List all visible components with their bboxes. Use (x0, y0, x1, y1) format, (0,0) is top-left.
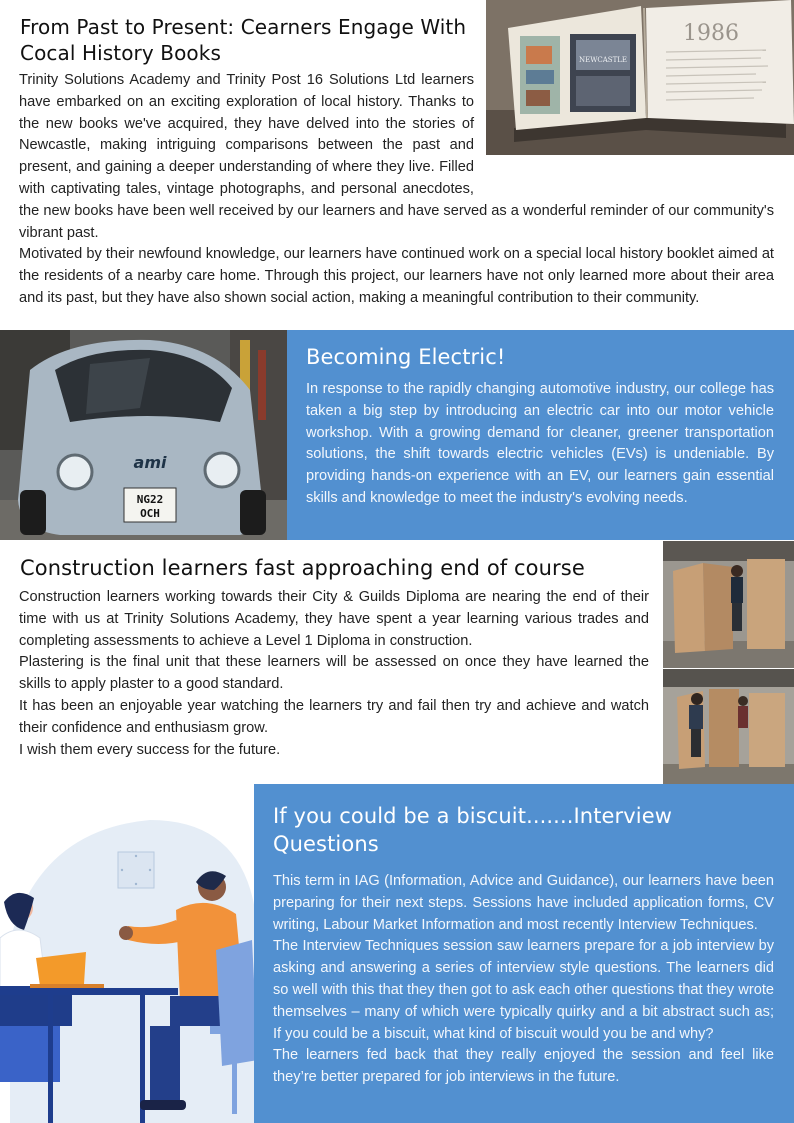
book-title-text: NEWCASTLE (578, 56, 628, 64)
construction-paragraph-4: I wish them every success for the future. (19, 741, 281, 758)
electric-car-photo (0, 330, 287, 540)
interview-panel (254, 784, 794, 1123)
construction-paragraph-1: Construction learners working towards their City & Guilds Diploma are nearing the end of their time with us at Trinity Solutions Academy, they have spent a year learning various trades and completing assessments to achieve a Level 1 Diploma in construction. (19, 589, 649, 649)
interview-paragraph-1: This term in IAG (Information, Advice and Guidance), our learners have been preparing for their next steps. Sessions have included application forms, CV writing, Labour Market Information and most recently Interview Techniques. (273, 873, 774, 933)
construction-paragraph-2: Plastering is the final unit that these learners will be assessed on once they have learned the skills to apply plaster to a good standard. (19, 654, 649, 693)
construction-photo-bottom (663, 669, 794, 784)
interview-paragraph-3: The learners fed back that they really enjoyed the session and feel like they’re better prepared for job interviews in the future. (273, 1047, 774, 1086)
electric-car-heading: Becoming Electric! (306, 345, 506, 369)
construction-paragraph-3: It has been an enjoyable year watching the learners try and fail then try and achieve and watch their confidence and enthusiasm grow. (19, 697, 649, 736)
construction-article (19, 587, 649, 761)
plate-line-2: OCH (140, 507, 160, 520)
interview-heading: If you could be a biscuit.......Interview Questions (273, 804, 673, 856)
electric-car-panel (287, 330, 794, 540)
history-books-paragraph-1: Trinity Solutions Academy and Trinity Post 16 Solutions Ltd learners have embarked on an exciting exploration of local history. Thanks to the new books we've acquired, they have delved into the stories of Newcastle, making intriguing comparisons between the past and present, and gaining a deeper understanding of where they live. Filled with captivating tales, vintage photographs, and personal anecdotes, the new books have been well received by our learners and have served as a wonderful reminder of our community's vibrant past. (19, 72, 774, 241)
interview-paragraph-2: The Interview Techniques session saw learners prepare for a job interview by asking and answering a series of interview style questions. The learners did so well with this that they then got to ask each other questions that they wrote themselves – many of which were typically quirky and a bit abstract such as; If you could be a biscuit, what kind of biscuit would you be and why? (273, 938, 774, 1042)
electric-car-paragraph: In response to the rapidly changing automotive industry, our college has taken a big step by introducing an electric car into our motor vehicle workshop. With a growing demand for cleaner, greener transportation solutions, the shift towards electric vehicles (EVs) is undeniable. By providing hands-on experience with an EV, our learners gain essential skills and knowledge to meet the industry's evolving needs. (306, 381, 774, 506)
interview-illustration (0, 790, 260, 1123)
image-wrap-spacer (474, 70, 774, 198)
car-badge-text: ami (133, 453, 167, 472)
clock-icon (118, 852, 154, 888)
history-books-paragraph-2: Motivated by their newfound knowledge, our learners have continued work on a special local history booklet aimed at the residents of a nearby care home. Through this project, our learners have not only learned more about their area and its past, but they have also shown social action, making a meaningful contribution to their community. (19, 246, 774, 306)
book-year-text: 1986 (683, 21, 739, 46)
interview-article (273, 871, 774, 1089)
plate-line-1: NG22 (136, 493, 164, 506)
history-books-heading: From Past to Present: Cearners Engage With Cocal History Books (20, 15, 467, 65)
construction-photo-top (663, 541, 794, 668)
history-books-article (19, 70, 774, 310)
construction-heading: Construction learners fast approaching end of course (20, 556, 585, 580)
